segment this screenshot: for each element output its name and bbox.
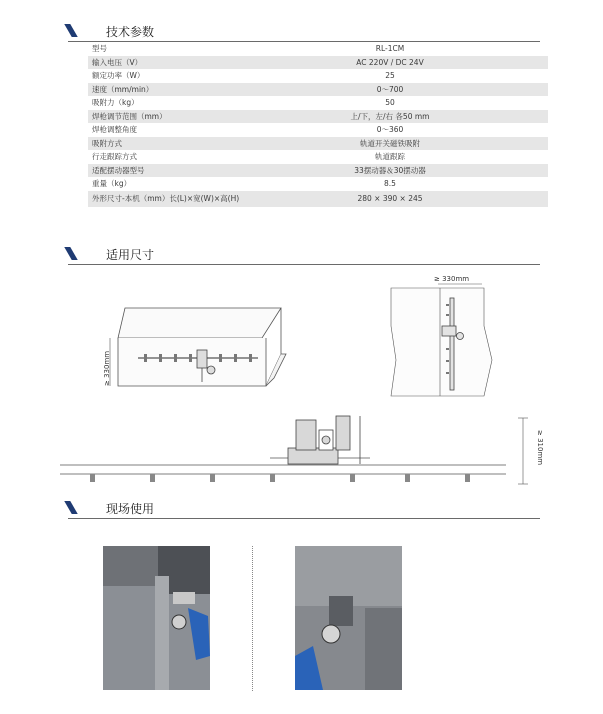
spec-value: 上/下，左/右 各50 mm (292, 110, 548, 124)
spec-row (88, 83, 548, 97)
spec-value: 轨道跟踪 (375, 152, 405, 162)
spec-value: RL-1CM (375, 44, 405, 54)
spec-label: 行走跟踪方式 (92, 152, 137, 162)
section-rule (68, 518, 540, 519)
field-title: 现场使用 (106, 502, 155, 516)
spec-label: 吸附力（kg） (92, 98, 139, 108)
field-section-header (68, 499, 540, 519)
field-photo-1-image (103, 546, 210, 690)
rail-height-label: ≥ 310mm (536, 430, 544, 466)
plate-diagram (388, 270, 508, 400)
spec-label: 额定功率（W） (92, 71, 145, 81)
spec-value: 0～700 (292, 83, 548, 97)
rail-diagram (60, 408, 550, 493)
section-rule (68, 264, 540, 265)
spec-row (88, 150, 548, 164)
spec-value: 25 (385, 71, 395, 81)
spec-table (88, 42, 548, 207)
field-photo-2 (295, 546, 402, 690)
spec-label: 焊枪调整角度 (92, 125, 137, 135)
plate-width-label: ≥ 330mm (434, 275, 470, 283)
spec-label: 适配摆动器型号 (88, 164, 292, 178)
spec-value: 0～360 (376, 125, 404, 135)
spec-row (88, 191, 548, 207)
section-marker-icon (64, 247, 78, 260)
beam-diagram (98, 290, 298, 400)
spec-row (88, 96, 548, 110)
spec-value: AC 220V / DC 24V (292, 56, 548, 70)
spec-row (88, 110, 548, 124)
spec-label: 焊枪调节范围（mm） (88, 110, 292, 124)
spec-value: 50 (385, 98, 395, 108)
specs-title: 技术参数 (106, 25, 155, 39)
section-marker-icon (64, 501, 78, 514)
spec-row (88, 123, 548, 137)
spec-label: 外形尺寸-本机（mm）长(L)×宽(W)×高(H) (88, 191, 292, 207)
beam-height-label: ≥ 330mm (103, 350, 111, 386)
spec-value: 轨道开关磁铁吸附 (292, 137, 548, 151)
spec-label: 吸附方式 (88, 137, 292, 151)
specs-section-header (68, 22, 540, 42)
spec-label: 速度（mm/min） (88, 83, 292, 97)
spec-value: 33摆动器＆30摆动器 (292, 164, 548, 178)
dimensions-section-header (68, 245, 540, 265)
spec-row (88, 42, 548, 56)
section-marker-icon (64, 24, 78, 37)
dimensions-title: 适用尺寸 (106, 248, 155, 262)
spec-value: 280 × 390 × 245 (292, 191, 548, 207)
spec-row (88, 164, 548, 178)
spec-value: 8.5 (384, 179, 396, 189)
spec-label: 型号 (92, 44, 107, 54)
field-photo-1 (103, 546, 210, 690)
spec-label: 重量（kg） (92, 179, 132, 189)
spec-label: 输入电压（V） (88, 56, 292, 70)
spec-row (88, 56, 548, 70)
spec-row (88, 69, 548, 83)
spec-row (88, 177, 548, 191)
spec-row (88, 137, 548, 151)
photo-separator (252, 546, 253, 691)
field-photo-2-image (295, 546, 402, 690)
